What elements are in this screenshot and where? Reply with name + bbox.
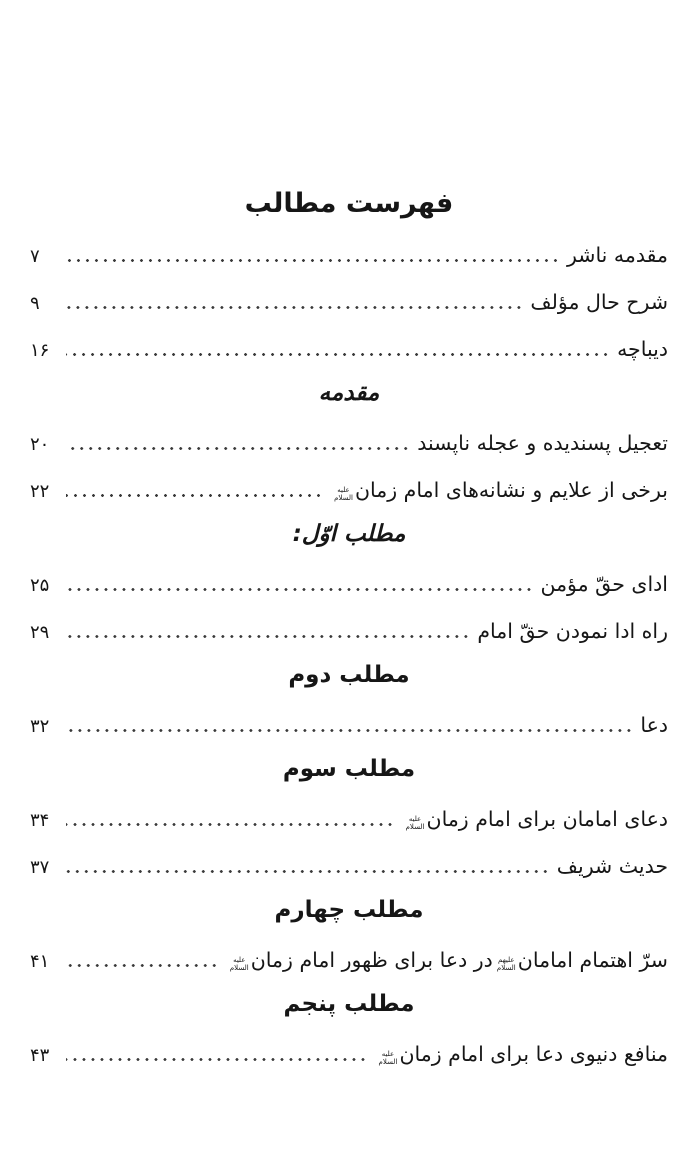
honorific-alayhis-salam-icon: علیه السلام xyxy=(334,486,353,502)
page-number: ۴۳ xyxy=(30,1044,50,1066)
page-number: ۳۷ xyxy=(30,856,50,878)
page-title: فهرست مطالب xyxy=(244,188,454,219)
dotted-leader xyxy=(66,588,533,591)
dotted-leader xyxy=(66,729,633,732)
page-number: ۲۰ xyxy=(30,433,50,455)
entry-label: مقدمه ناشر xyxy=(566,242,668,267)
toc-row xyxy=(30,943,668,973)
honorific-alayhis-salam-icon: علیه السلام xyxy=(229,956,249,972)
section-header-label: مطلب اوّل: xyxy=(292,521,406,548)
section-header xyxy=(30,990,668,1020)
honorific-alayhis-salam-icon: علیه السلام xyxy=(405,815,425,831)
dotted-leader xyxy=(66,306,523,309)
toc-row xyxy=(30,473,668,503)
section-header xyxy=(30,520,668,550)
dotted-leader xyxy=(66,1058,367,1061)
entry-label: برخی از علایم و نشانه‌های امام زمانعلیه السلام xyxy=(334,477,668,502)
dotted-leader xyxy=(66,494,323,497)
dotted-leader xyxy=(66,635,470,638)
entry-label: دیباچه xyxy=(617,336,668,361)
honorific-alayhim-salam-icon: علیهم السلام xyxy=(496,956,516,972)
section-header-label: مقدمه xyxy=(318,380,380,407)
dotted-leader xyxy=(66,964,219,967)
section-header-label: مطلب سوم xyxy=(282,756,416,783)
toc-row xyxy=(30,567,668,597)
page-number: ۷ xyxy=(30,245,40,267)
toc-row xyxy=(30,332,668,362)
page-number: ۴۱ xyxy=(30,950,50,972)
page-number: ۹ xyxy=(30,292,40,314)
entry-label: منافع دنیوی دعا برای امام زمانعلیه السلام xyxy=(378,1041,668,1066)
toc-row xyxy=(30,285,668,315)
section-header-label: مطلب چهارم xyxy=(274,897,424,924)
entry-label: دعای امامان برای امام زمانعلیه السلام xyxy=(405,806,668,831)
dotted-leader xyxy=(66,259,560,262)
page-number: ۱۶ xyxy=(30,339,50,361)
toc-row xyxy=(30,426,668,456)
entry-label: شرح حال مؤلف xyxy=(530,289,668,314)
dotted-leader xyxy=(66,870,550,873)
page-number: ۳۲ xyxy=(30,715,50,737)
entry-label: تعجیل پسندیده و عجله ناپسند xyxy=(417,430,668,455)
toc-row xyxy=(30,708,668,738)
section-header xyxy=(30,755,668,785)
entry-label: راه ادا نمودن حقّ امام xyxy=(477,618,668,643)
page-number: ۳۴ xyxy=(30,809,50,831)
section-header xyxy=(30,896,668,926)
toc-row xyxy=(30,614,668,644)
dotted-leader xyxy=(66,823,395,826)
section-header-label: مطلب پنجم xyxy=(283,991,415,1018)
toc-row xyxy=(30,849,668,879)
page-number: ۲۹ xyxy=(30,621,50,643)
toc-row xyxy=(30,1037,668,1067)
toc-row xyxy=(30,802,668,832)
dotted-leader xyxy=(66,353,610,356)
toc-row xyxy=(30,238,668,268)
dotted-leader xyxy=(66,447,410,450)
entry-label: حدیث شریف xyxy=(556,853,668,878)
entry-label: سرّ اهتمام امامانعلیهم السلامدر دعا برای ظهور امام زمانعلیه السلام xyxy=(229,947,668,972)
honorific-alayhis-salam-icon: علیه السلام xyxy=(378,1050,398,1066)
section-header-label: مطلب دوم xyxy=(288,662,410,689)
page-number: ۲۵ xyxy=(30,574,50,596)
entry-label: ادای حقّ مؤمن xyxy=(540,571,668,596)
section-header xyxy=(30,661,668,691)
section-header xyxy=(30,379,668,409)
page-number: ۲۲ xyxy=(30,480,50,502)
entry-label: دعا xyxy=(640,712,668,737)
